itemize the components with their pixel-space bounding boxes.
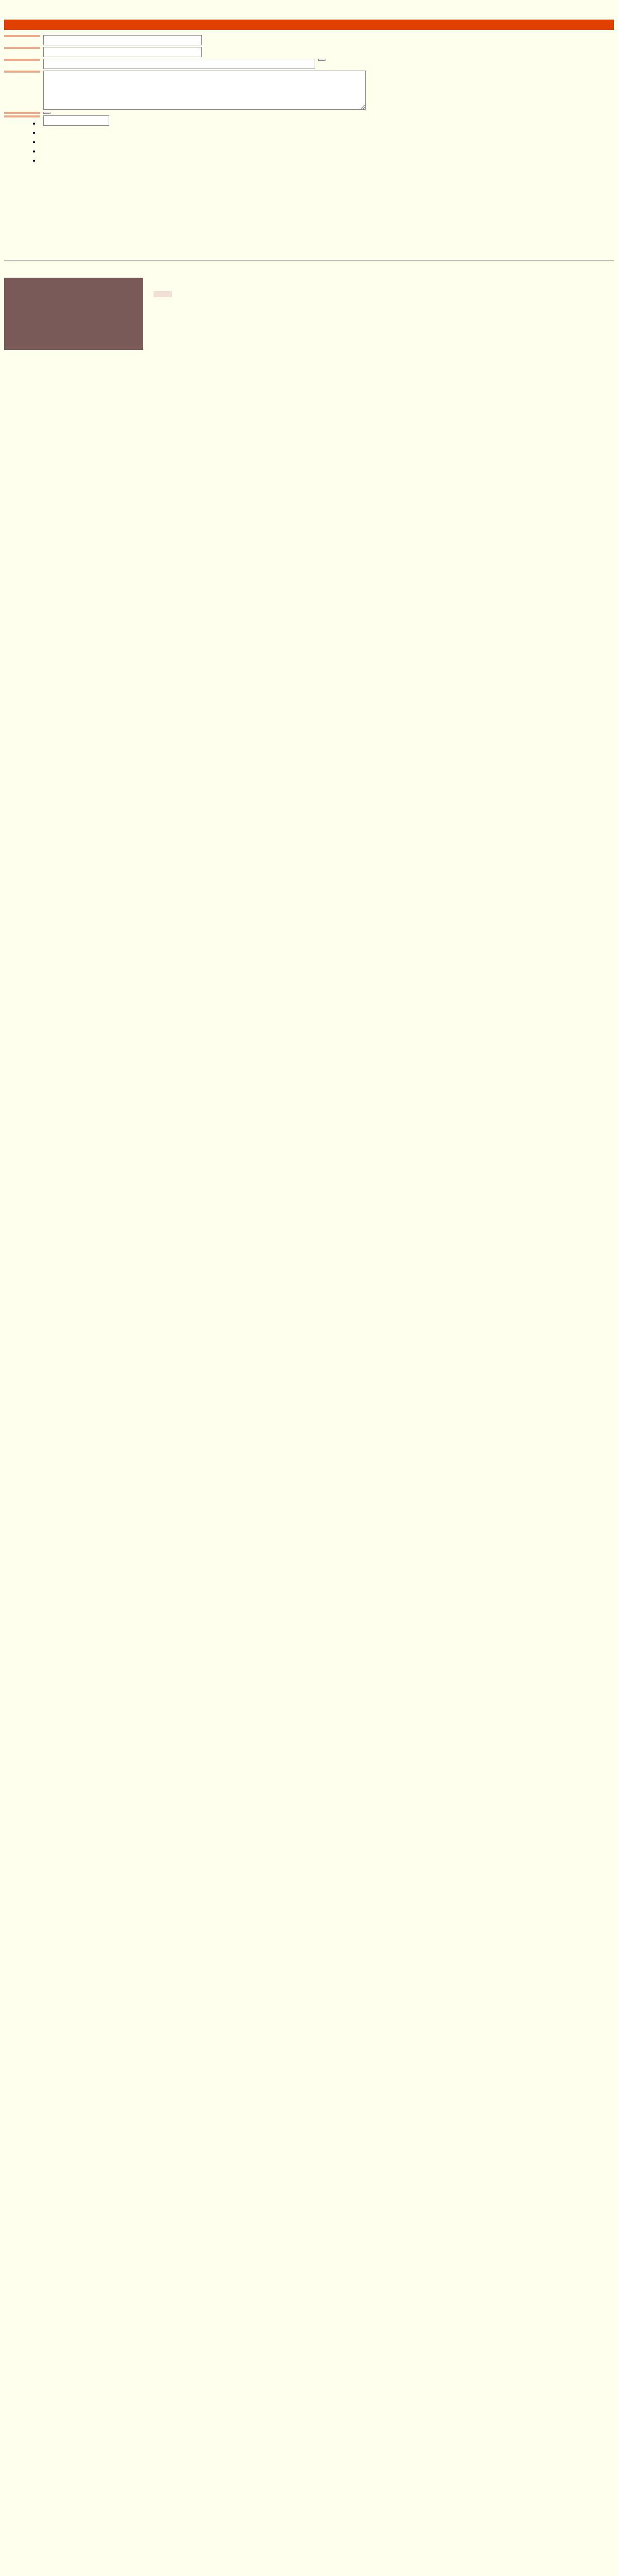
mode-banner <box>4 20 614 30</box>
delkey-label <box>4 115 40 117</box>
name-label <box>4 35 40 37</box>
note-item <box>40 118 607 128</box>
op-body <box>153 265 607 300</box>
email-input[interactable] <box>43 47 202 57</box>
note-item <box>40 156 607 165</box>
subject-input[interactable] <box>43 59 315 69</box>
name-input[interactable] <box>43 35 202 45</box>
email-label <box>4 47 40 49</box>
posting-notes <box>20 118 607 165</box>
file-label <box>4 112 40 114</box>
submit-button[interactable] <box>318 59 325 61</box>
subject-label <box>4 59 40 61</box>
note-item <box>40 146 607 156</box>
comment-label <box>4 71 40 73</box>
note-item <box>40 137 607 146</box>
op-image[interactable] <box>4 278 143 350</box>
post-form <box>4 35 366 127</box>
file-choose-button[interactable] <box>43 112 50 114</box>
comment-textarea[interactable] <box>43 71 366 110</box>
note-item <box>40 128 607 137</box>
divider <box>4 260 614 261</box>
